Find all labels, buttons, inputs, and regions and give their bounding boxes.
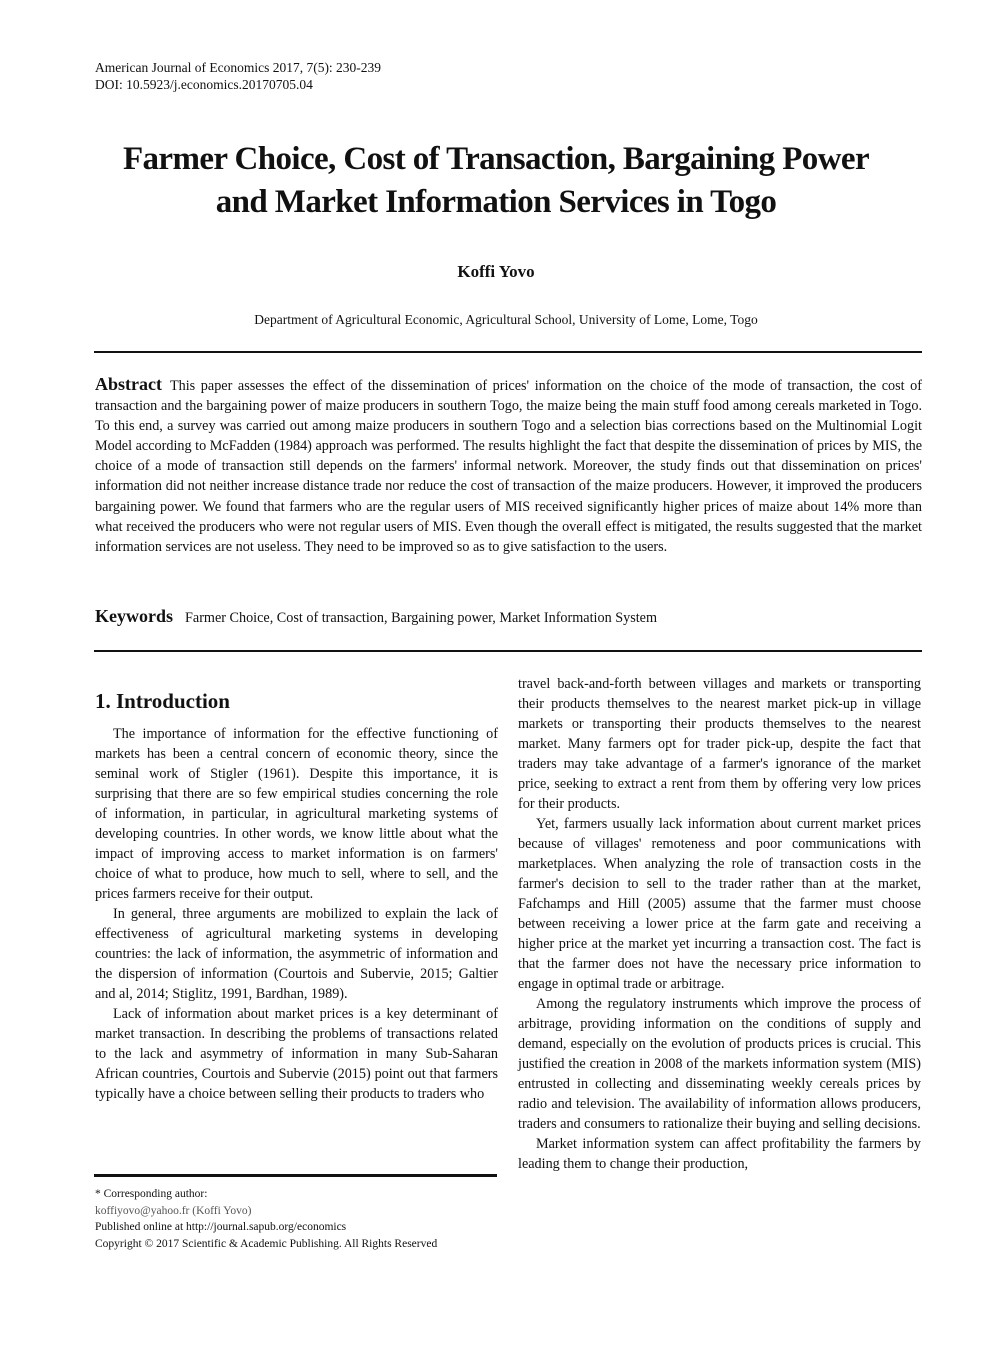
title-line-1: Farmer Choice, Cost of Transaction, Bargaining Power (122, 141, 870, 177)
title-line-2: and Market Information Services in Togo (215, 184, 777, 220)
author-affiliation: Department of Agricultural Economic, Agricultural School, University of Lome, Lome, Togo (254, 312, 758, 327)
corresponding-contact (95, 1203, 437, 1220)
keywords-text: Farmer Choice, Cost of transaction, Bargaining power, Market Information System (185, 610, 657, 626)
paragraph: In general, three arguments are mobilized to explain the lack of effectiveness of agricultural marketing systems in developing countries: the lack of information, the asymmetric of information and the dispersion of information (Courtois and Subervie, 2015; Galtier and al, 2014; Stiglitz, 1991, Bardhan, 1989). (95, 906, 498, 1002)
abstract-section (95, 374, 922, 557)
abstract-text: This paper assesses the effect of the dissemination of prices' information on the choice of the mode of transaction, the cost of transaction and the bargaining power of maize producers in southern Togo, the maize being the main stuff food among cereals marketed in Togo. To this end, a survey was carried out among maize producers in southern Togo and a selection bias corrections based on the Multinomial Logit Model according to McFadden (1984) approach was performed. The results highlight the fact that despite the dissemination of prices by MIS, the choice of a mode of transaction still depends on the farmers' informal network. Moreover, the study finds out that dissemination on prices' information did not neither increase distance trade nor reduce the cost of transaction of the maize producers. However, it improved the producers bargaining power. We found that farmers who are the regular users of MIS received significantly higher prices of maize about 14% more than what received the producers who were not regular users of MIS. Even though the overall effect is mitigated, the results suggested that the market information services are not useless. They need to be improved so as to give satisfaction to the users. (95, 378, 922, 555)
paper-title (60, 138, 932, 224)
journal-header (95, 59, 381, 93)
corresponding-author-label: * Corresponding author: (95, 1188, 208, 1200)
footnotes (95, 1186, 437, 1252)
doi: DOI: 10.5923/j.economics.20170705.04 (95, 77, 313, 92)
section-heading-introduction: 1. Introduction (95, 689, 230, 713)
keywords-label: Keywords (95, 606, 173, 626)
published-online: Published online at http://journal.sapub.org/economics (95, 1221, 347, 1234)
paragraph: Lack of information about market prices is a key determinant of market transaction. In describing the problems of transactions related to the lack and asymmetry of information in many Sub-Saharan African countries, Courtois and Subervie (2015) point out that farmers typically have a choice between selling their products to traders who (95, 1006, 498, 1102)
abstract-label: Abstract (95, 374, 162, 394)
keywords-section (95, 606, 922, 627)
author-email-link[interactable]: koffiyovo@yahoo.fr (95, 1204, 190, 1217)
divider-bottom (94, 650, 922, 652)
right-column (518, 674, 921, 1174)
paragraph: The importance of information for the effective functioning of markets has been a central concern of economic theory, since the seminal work of Stigler (1961). Despite this importance, it is surprising that there are so few empirical studies concerning the role of information, in particular, in agricultural marketing systems of developing countries. In other words, we know little about what the impact of improving access to market information is on farmers' choice of what to produce, how much to sell, where to sell, and the prices farmers receive for their output. (95, 726, 498, 902)
copyright: Copyright © 2017 Scientific & Academic Publishing. All Rights Reserved (95, 1237, 438, 1250)
paragraph: travel back-and-forth between villages and markets or transporting their products themselves to the nearest market pick-up in village markets or transporting their products themselves to the nearest market. Many farmers opt for trader pick-up, despite the fact that traders may take advantage of a farmer's ignorance of the market price, seeking to extract a rent from them by offering very low prices for their products. (518, 676, 921, 812)
paragraph: Among the regulatory instruments which improve the process of arbitrage, providing information on the conditions of supply and demand, especially on the evolution of products prices is crucial. This justified the creation in 2008 of the markets information system (MIS) entrusted in collecting and disseminating weekly cereals prices by radio and television. The availability of information allows producers, traders and consumers to rationalize their buying and selling decisions. (518, 996, 921, 1132)
author-email-name: (Koffi Yovo) (192, 1204, 252, 1217)
journal-citation: American Journal of Economics 2017, 7(5): 230-239 (95, 60, 382, 75)
paragraph: Yet, farmers usually lack information about current market prices because of villages' remoteness and poor communications with marketplaces. When analyzing the role of transaction costs in the farmer's decision to sell to the trader rather than at the market, Fafchamps and Hill (2005) assume that the farmer must choose between receiving a lower price at the farm gate and receiving a higher price at the market yet incurring a transaction cost. The fact is that the farmer does not have the necessary price information to engage in optimal trade or arbitrage. (518, 816, 921, 992)
author-name: Koffi Yovo (457, 262, 535, 281)
paragraph: Market information system can affect profitability the farmers by leading them to change their production, (518, 1136, 921, 1172)
left-column (95, 688, 498, 1104)
footnote-divider (94, 1174, 497, 1177)
divider-top (94, 351, 922, 353)
